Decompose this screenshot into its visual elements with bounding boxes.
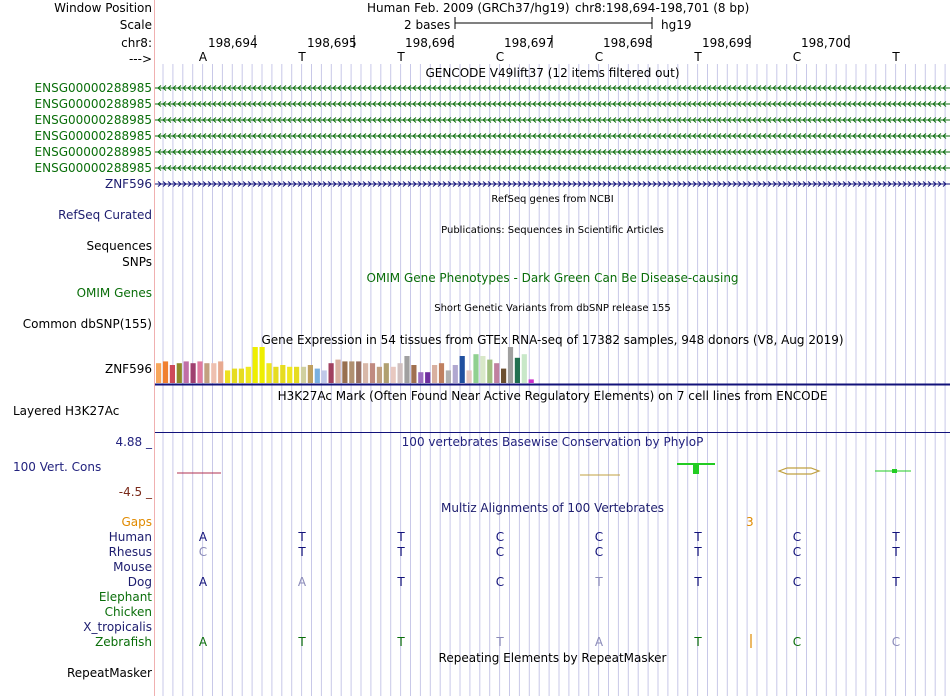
gtex-bar: [191, 363, 196, 383]
alignment-base: C: [495, 530, 505, 544]
alignment-base: T: [397, 530, 405, 544]
gencode-item-label[interactable]: ENSG00000288985: [34, 113, 152, 127]
publications-track-title[interactable]: Publications: Sequences in Scientific Articles: [441, 225, 664, 236]
alignment-base: C: [891, 635, 901, 649]
gtex-track-label[interactable]: ZNF596: [104, 362, 152, 376]
gtex-bar: [411, 365, 416, 383]
ruler-tick-label: 198,696: [405, 36, 455, 50]
dbsnp-track-title[interactable]: Short Genetic Variants from dbSNP release 155: [434, 303, 671, 314]
gtex-bar: [377, 367, 382, 383]
refseq-track-label[interactable]: RefSeq Curated: [58, 208, 152, 222]
track-graphics: [155, 0, 950, 696]
gtex-bar: [391, 367, 396, 383]
gencode-item-label[interactable]: ENSG00000288985: [34, 161, 152, 175]
repeatmasker-track-label[interactable]: RepeatMasker: [66, 666, 152, 680]
gtex-bar: [287, 367, 292, 383]
base-letter: C: [792, 50, 802, 64]
gtex-bar: [294, 367, 299, 383]
gtex-bar: [480, 356, 485, 383]
alignment-base: C: [792, 545, 802, 559]
scale-text: 2 bases: [404, 18, 451, 32]
chrom-label: chr8:: [121, 36, 152, 50]
ruler-tick-label: 198,700: [801, 36, 851, 50]
gtex-bar: [473, 354, 478, 383]
gtex-bar: [266, 363, 271, 383]
gtex-bar: [253, 347, 258, 383]
gtex-bar: [404, 356, 409, 383]
gtex-bar: [329, 363, 334, 383]
alignment-base: T: [496, 635, 504, 649]
alignment-base: T: [595, 575, 603, 589]
ruler-tick-label: 198,694: [208, 36, 258, 50]
gtex-bar: [446, 370, 451, 383]
alignment-base: T: [694, 545, 702, 559]
species-label-xtropicalis: X_tropicalis: [83, 620, 152, 634]
base-letter: T: [694, 50, 702, 64]
gencode-item-label[interactable]: ENSG00000288985: [34, 129, 152, 143]
gtex-bar: [460, 356, 465, 383]
gtex-track-title[interactable]: Gene Expression in 54 tissues from GTEx RNA-seq of 17382 samples, 948 donors (V8, Aug 2019): [261, 333, 844, 347]
gtex-bar: [335, 360, 340, 383]
species-label-chicken: Chicken: [104, 605, 152, 619]
gtex-bar: [218, 361, 223, 383]
ruler-tick-label: 198,699: [702, 36, 752, 50]
refseq-track-title[interactable]: RefSeq genes from NCBI: [491, 194, 614, 205]
ruler-tick-label: 198,695: [307, 36, 357, 50]
phylop-mark: [779, 468, 819, 474]
species-label-dog: Dog: [127, 575, 152, 589]
alignment-base: A: [198, 530, 208, 544]
track-label-pane: [0, 0, 155, 696]
gtex-bar: [370, 363, 375, 383]
pane-separator: [154, 0, 155, 696]
species-label-elephant: Elephant: [98, 590, 152, 604]
gtex-bar: [211, 363, 216, 383]
scale-label: Scale: [119, 18, 152, 32]
gaps-label: Gaps: [121, 515, 152, 529]
gtex-bar: [418, 372, 423, 383]
phylop-min-label: -4.5 _: [118, 485, 152, 499]
gtex-bar: [522, 354, 527, 383]
gtex-bar: [315, 369, 320, 383]
gtex-bar: [204, 363, 209, 383]
gtex-bar: [356, 361, 361, 383]
gtex-bar: [398, 363, 403, 383]
multiz-track-title[interactable]: Multiz Alignments of 100 Vertebrates: [440, 501, 665, 515]
gtex-bar: [508, 347, 513, 383]
alignment-base: T: [298, 635, 306, 649]
alignment-base: C: [792, 635, 802, 649]
phylop-bar: [693, 464, 699, 474]
alignment-base: C: [594, 530, 604, 544]
base-letter: T: [298, 50, 306, 64]
gtex-bar: [246, 367, 251, 383]
gtex-bar: [225, 370, 230, 383]
alignment-base: C: [792, 530, 802, 544]
publications-track-label[interactable]: Sequences: [86, 239, 152, 253]
alignment-base: T: [397, 545, 405, 559]
gencode-item-label[interactable]: ENSG00000288985: [34, 81, 152, 95]
gtex-bar: [432, 365, 437, 383]
alignment-base: A: [198, 635, 208, 649]
base-letter: A: [198, 50, 208, 64]
alignment-base: T: [694, 575, 702, 589]
gtex-bar: [232, 369, 237, 383]
species-label-human: Human: [108, 530, 152, 544]
ruler-tick-label: 198,698: [603, 36, 653, 50]
h3k27ac-track-label[interactable]: Layered H3K27Ac: [13, 404, 120, 418]
repeatmasker-track-title[interactable]: Repeating Elements by RepeatMasker: [438, 651, 667, 665]
alignment-base: A: [594, 635, 604, 649]
base-letter: C: [495, 50, 505, 64]
alignment-base: C: [792, 575, 802, 589]
gap-count: 3: [746, 515, 754, 529]
gtex-bar: [363, 363, 368, 383]
alignment-base: C: [594, 545, 604, 559]
phylop-track-label[interactable]: 100 Vert. Cons: [13, 460, 102, 474]
position-text: chr8:198,694-198,701 (8 bp): [575, 1, 750, 15]
gencode-item-label[interactable]: ENSG00000288985: [34, 97, 152, 111]
base-letter: C: [594, 50, 604, 64]
alignment-base: C: [495, 575, 505, 589]
gtex-bar: [453, 365, 458, 383]
gtex-bar: [184, 361, 189, 383]
species-label-zebrafish: Zebrafish: [95, 635, 152, 649]
gtex-bar: [384, 363, 389, 383]
gtex-bar: [239, 369, 244, 383]
gtex-bar: [439, 363, 444, 383]
gtex-bar: [156, 363, 161, 383]
gtex-bar: [260, 347, 265, 383]
dbsnp-track-label[interactable]: Common dbSNP(155): [22, 317, 152, 331]
gtex-bar: [301, 367, 306, 383]
alignment-base: A: [297, 575, 307, 589]
gtex-bar: [529, 379, 534, 383]
omim-track-label[interactable]: OMIM Genes: [76, 286, 152, 300]
assembly-text: Human Feb. 2009 (GRCh37/hg19): [367, 1, 570, 15]
track-data-pane[interactable]: [155, 0, 950, 696]
alignment-base: T: [298, 545, 306, 559]
alignment-base: T: [892, 545, 900, 559]
window-position-label: Window Position: [54, 1, 152, 15]
phylop-track-title[interactable]: 100 vertebrates Basewise Conservation by PhyloP: [401, 435, 704, 449]
gtex-bar: [501, 369, 506, 383]
gencode-track-title[interactable]: GENCODE V49lift37 (12 items filtered out): [425, 66, 680, 80]
gtex-bar: [308, 365, 313, 383]
gtex-bar: [273, 367, 278, 383]
gtex-bar: [342, 361, 347, 383]
gtex-bar: [494, 363, 499, 383]
gtex-bar: [425, 372, 430, 383]
alignment-base: C: [198, 545, 208, 559]
gtex-bar: [322, 370, 327, 383]
gencode-item-label[interactable]: ENSG00000288985: [34, 145, 152, 159]
alignment-base: C: [495, 545, 505, 559]
strand-label: --->: [128, 52, 152, 66]
alignment-base: T: [694, 635, 702, 649]
alignment-base: T: [892, 530, 900, 544]
h3k27ac-track-title[interactable]: H3K27Ac Mark (Often Found Near Active Regulatory Elements) on 7 cell lines from ENCODE: [277, 389, 828, 403]
alignment-base: T: [397, 575, 405, 589]
scale-db: hg19: [661, 18, 692, 32]
species-label-mouse: Mouse: [113, 560, 152, 574]
snps-track-label[interactable]: SNPs: [122, 255, 152, 269]
base-letter: T: [397, 50, 405, 64]
gtex-bar: [177, 363, 182, 383]
species-label-rhesus: Rhesus: [108, 545, 152, 559]
gtex-bar: [280, 365, 285, 383]
gtex-bar: [170, 365, 175, 383]
alignment-base: A: [198, 575, 208, 589]
gtex-bar: [349, 361, 354, 383]
reference-bases: [155, 50, 950, 64]
omim-track-title[interactable]: OMIM Gene Phenotypes - Dark Green Can Be Disease-causing: [366, 271, 739, 285]
gtex-bar: [467, 370, 472, 383]
ruler-tick-label: 198,697: [504, 36, 554, 50]
gtex-bar: [163, 361, 168, 383]
gtex-bar: [197, 361, 202, 383]
alignment-base: T: [298, 530, 306, 544]
alignment-base: T: [694, 530, 702, 544]
gencode-item-label[interactable]: ZNF596: [104, 177, 152, 191]
phylop-bar: [892, 469, 897, 473]
alignment-base: T: [892, 575, 900, 589]
phylop-max-label: 4.88 _: [115, 435, 152, 449]
base-letter: T: [892, 50, 900, 64]
gtex-bar: [487, 360, 492, 383]
alignment-base: T: [397, 635, 405, 649]
gtex-bar: [515, 358, 520, 383]
